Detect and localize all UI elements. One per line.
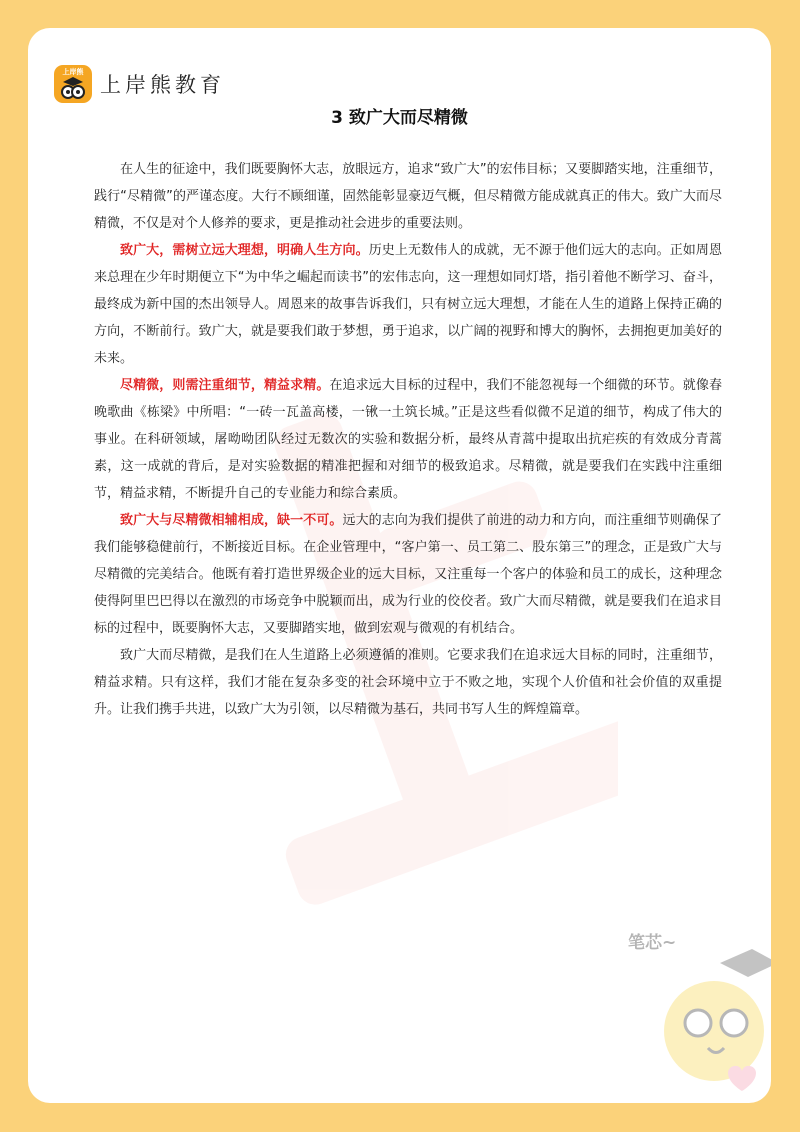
bear-logo-icon bbox=[54, 65, 92, 103]
mascot-label: 笔芯~ bbox=[628, 933, 677, 953]
paragraph-text: 在追求远大目标的过程中，我们不能忽视每一个细微的环节。就像春晚歌曲《栋梁》中所唱：“一砖一瓦盖高楼，一锹一土筑长城。”正是这些看似微不足道的细节，构成了伟大的事业。在科研领域，屠呦呦团队经过无数次的实验和数据分析，最终从青蒿中提取出抗疟疾的有效成分青蒿素，这一成就的背后，是对实验数据的精准把握和对细节的极致追求。尽精微，就是要我们在实践中注重细节，精益求精，不断提升自己的专业能力和综合素质。 bbox=[94, 378, 722, 501]
paragraph-highlight: 致广大，需树立远大理想，明确人生方向。 bbox=[120, 243, 369, 258]
brand-header bbox=[54, 65, 225, 103]
essay-body bbox=[94, 156, 722, 723]
paragraph-highlight: 尽精微，则需注重细节，精益求精。 bbox=[120, 378, 330, 393]
brand-name: 上岸熊教育 bbox=[100, 73, 225, 97]
logo-text: 上岸熊 bbox=[62, 68, 84, 76]
paragraph bbox=[94, 237, 722, 372]
paragraph-highlight: 致广大与尽精微相辅相成，缺一不可。 bbox=[120, 513, 343, 528]
paragraph-text: 致广大而尽精微，是我们在人生道路上必须遵循的准则。它要求我们在追求远大目标的同时，注重细节，精益求精。只有这样，我们才能在复杂多变的社会环境中立于不败之地，实现个人价值和社会价值的双重提升。让我们携手共进，以致广大为引领，以尽精微为基石，共同书写人生的辉煌篇章。 bbox=[94, 648, 722, 717]
paragraph-text: 历史上无数伟人的成就，无不源于他们远大的志向。正如周恩来总理在少年时期便立下“为中华之崛起而读书”的宏伟志向，这一理想如同灯塔，指引着他不断学习、奋斗，最终成为新中国的杰出领导人。周恩来的故事告诉我们，只有树立远大理想，才能在人生的道路上保持正确的方向，不断前行。致广大，就是要我们敢于梦想，勇于追求，以广阔的视野和博大的胸怀，去拥抱更加美好的未来。 bbox=[94, 243, 722, 366]
paragraph bbox=[94, 507, 722, 642]
paragraph bbox=[94, 372, 722, 507]
paragraph bbox=[94, 642, 722, 723]
paragraph-text: 远大的志向为我们提供了前进的动力和方向，而注重细节则确保了我们能够稳健前行，不断接近目标。在企业管理中，“客户第一、员工第二、股东第三”的理念，正是致广大与尽精微的完美结合。他既有着打造世界级企业的远大目标，又注重每一个客户的体验和员工的成长，这种理念使得阿里巴巴得以在激烈的市场竞争中脱颖而出，成为行业的佼佼者。致广大而尽精微，就是要我们在追求目标的过程中，既要胸怀大志，又要脚踏实地，做到宏观与微观的有机结合。 bbox=[94, 513, 722, 636]
document-page bbox=[28, 28, 771, 1103]
page-title: 3 致广大而尽精微 bbox=[331, 108, 468, 128]
paragraph-text: 在人生的征途中，我们既要胸怀大志，放眼远方，追求“致广大”的宏伟目标；又要脚踏实地，注重细节，践行“尽精微”的严谨态度。大行不顾细谨，固然能彰显豪迈气概，但尽精微方能成就真正的伟大。致广大而尽精微，不仅是对个人修养的要求，更是推动社会进步的重要法则。 bbox=[94, 162, 722, 231]
paragraph bbox=[94, 156, 722, 237]
